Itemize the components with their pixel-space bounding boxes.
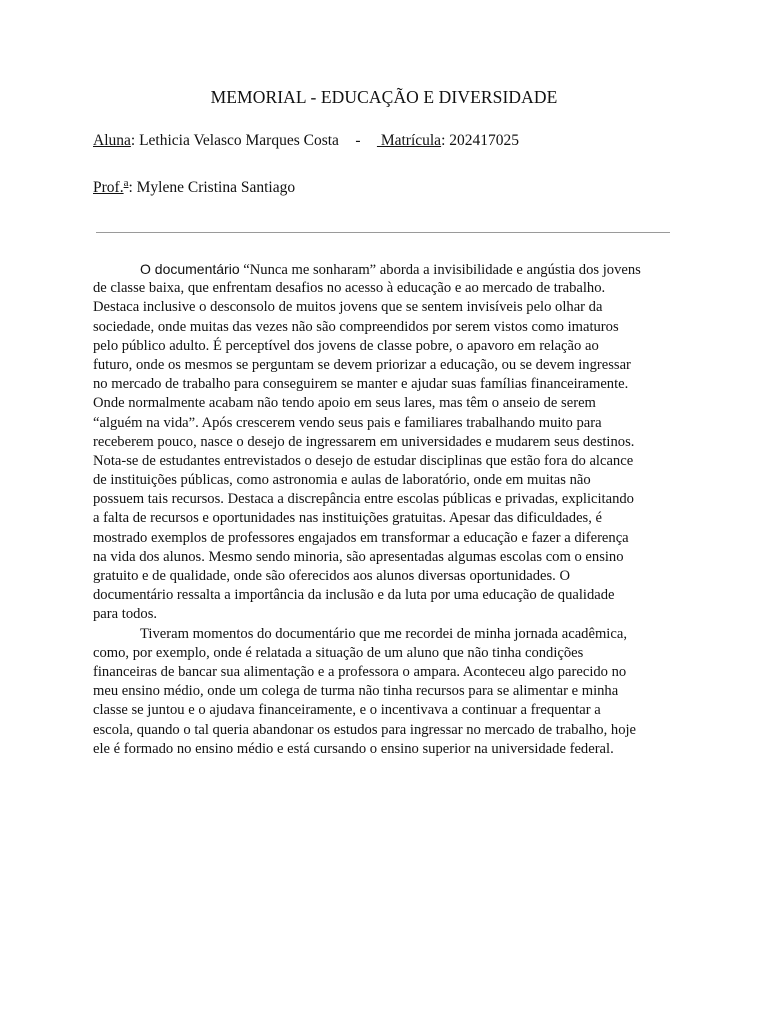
paragraph-1-line — [93, 548, 677, 567]
line-text: gratuito e de qualidade, onde são oferecidos aos alunos diversas oportunidades. O — [93, 568, 570, 584]
line-text: no mercado de trabalho para conseguirem se manter e ajudar suas famílias financeiramente. — [93, 376, 629, 393]
professor-label: Prof. — [93, 179, 124, 196]
professor-line — [93, 177, 295, 197]
paragraph-1 — [93, 260, 677, 625]
paragraph-1-line — [93, 433, 677, 452]
paragraph-1-line — [93, 414, 677, 433]
line-text: “Nunca me sonharam” aborda a invisibilidade e angústia dos jovens — [239, 262, 641, 278]
line-text: Destaca inclusive o desconsolo de muitos jovens que se sentem invisíveis pelo olhar da — [93, 299, 603, 316]
line-text: Nota-se de estudantes entrevistados o desejo de estudar disciplinas que estão fora do alcance — [93, 452, 634, 469]
paragraph-2 — [93, 625, 677, 759]
paragraph-1-line — [93, 567, 677, 586]
paragraph-1-line — [93, 586, 677, 605]
line-text: possuem tais recursos. Destaca a discrepância entre escolas públicas e privadas, explicitando — [93, 491, 634, 508]
paragraph-1-line — [93, 356, 677, 375]
line-text: sociedade, onde muitas das vezes não são compreendidos por serem vistos como imaturos — [93, 318, 619, 335]
line-text: documentário ressalta a importância da inclusão e da luta por uma educação de qualidade — [93, 587, 615, 604]
paragraph-1-line — [93, 490, 677, 509]
paragraph-2-line: escola, quando o tal queria abandonar os estudos para ingressar no mercado de trabalho, hoje — [93, 721, 637, 738]
line-text: para todos. — [93, 606, 158, 623]
student-name: : Lethicia Velasco Marques Costa — [130, 132, 339, 149]
paragraph-1-line — [93, 375, 677, 394]
horizontal-divider — [96, 232, 670, 233]
line-text: pelo público adulto. É perceptível dos jovens de classe pobre, o apavoro em relação ao — [93, 337, 599, 354]
paragraph-1-line — [93, 298, 677, 317]
separator: - — [355, 132, 361, 149]
paragraph-2-line: Tiveram momentos do documentário que me recordei de minha jornada acadêmica, — [140, 625, 627, 642]
line-text: futuro, onde os mesmos se perguntam se devem priorizar a educação, ou se devem ingressar — [93, 356, 631, 373]
paragraph-2-line: classe se juntou e o ajudava financeiramente, e o incentivava a continuar a frequentar a — [93, 702, 601, 719]
line-text: a falta de recursos e oportunidades nas instituições gratuitas. Apesar das dificuldades, é — [93, 510, 602, 527]
paragraph-1-line — [93, 318, 677, 337]
paragraph-1-line — [93, 471, 677, 490]
paragraph-1-line — [93, 279, 677, 298]
line-text: de instituições públicas, como astronomia e aulas de laboratório, onde em muitas não — [93, 472, 591, 489]
paragraph-1-line — [93, 452, 677, 471]
paragraph-2-line: financeiras de bancar sua alimentação e a professora o ampara. Aconteceu algo parecido no — [93, 663, 627, 680]
paragraph-1-line — [93, 260, 677, 279]
line-text: mostrado exemplos de professores engajados em transformar a educação e fazer a diferença — [93, 529, 629, 546]
line-text: receberem pouco, nasce o desejo de ingressarem em universidades e mudarem seus destinos. — [93, 433, 635, 450]
student-label: Aluna — [93, 132, 131, 149]
line-text: Onde normalmente acabam não tendo apoio em seus lares, mas têm o anseio de serem — [93, 395, 596, 412]
paragraph-2-line: meu ensino médio, onde um colega de turma não tinha recursos para se alimentar e minha — [93, 683, 619, 700]
paragraph-2-line: como, por exemplo, onde é relatada a situação de um aluno que não tinha condições — [93, 644, 584, 661]
paragraph-1-line — [93, 394, 677, 413]
paragraph-1-line — [93, 529, 677, 548]
paragraph-1-lead: O documentário — [140, 261, 240, 277]
registration-label: Matrícula — [376, 132, 442, 149]
paragraph-1-line — [93, 337, 677, 356]
professor-name: : Mylene Cristina Santiago — [128, 179, 296, 196]
paragraph-1-line — [93, 605, 677, 624]
professor-superscript: a — [123, 177, 129, 189]
line-text: na vida dos alunos. Mesmo sendo minoria, são apresentadas algumas escolas com o ensino — [93, 548, 624, 565]
paragraph-1-line — [93, 509, 677, 528]
line-text: de classe baixa, que enfrentam desafios no acesso à educação e ao mercado de trabalho. — [93, 280, 606, 297]
paragraph-2-line: ele é formado no ensino médio e está cursando o ensino superior na universidade federal. — [93, 740, 614, 757]
registration-value: : 202417025 — [441, 132, 520, 149]
document-title: MEMORIAL - EDUCAÇÃO E DIVERSIDADE — [210, 87, 558, 107]
document-body — [93, 260, 677, 759]
line-text: “alguém na vida”. Após crescerem vendo seus pais e familiares trabalhando muito para — [93, 414, 602, 431]
student-line — [93, 132, 519, 150]
